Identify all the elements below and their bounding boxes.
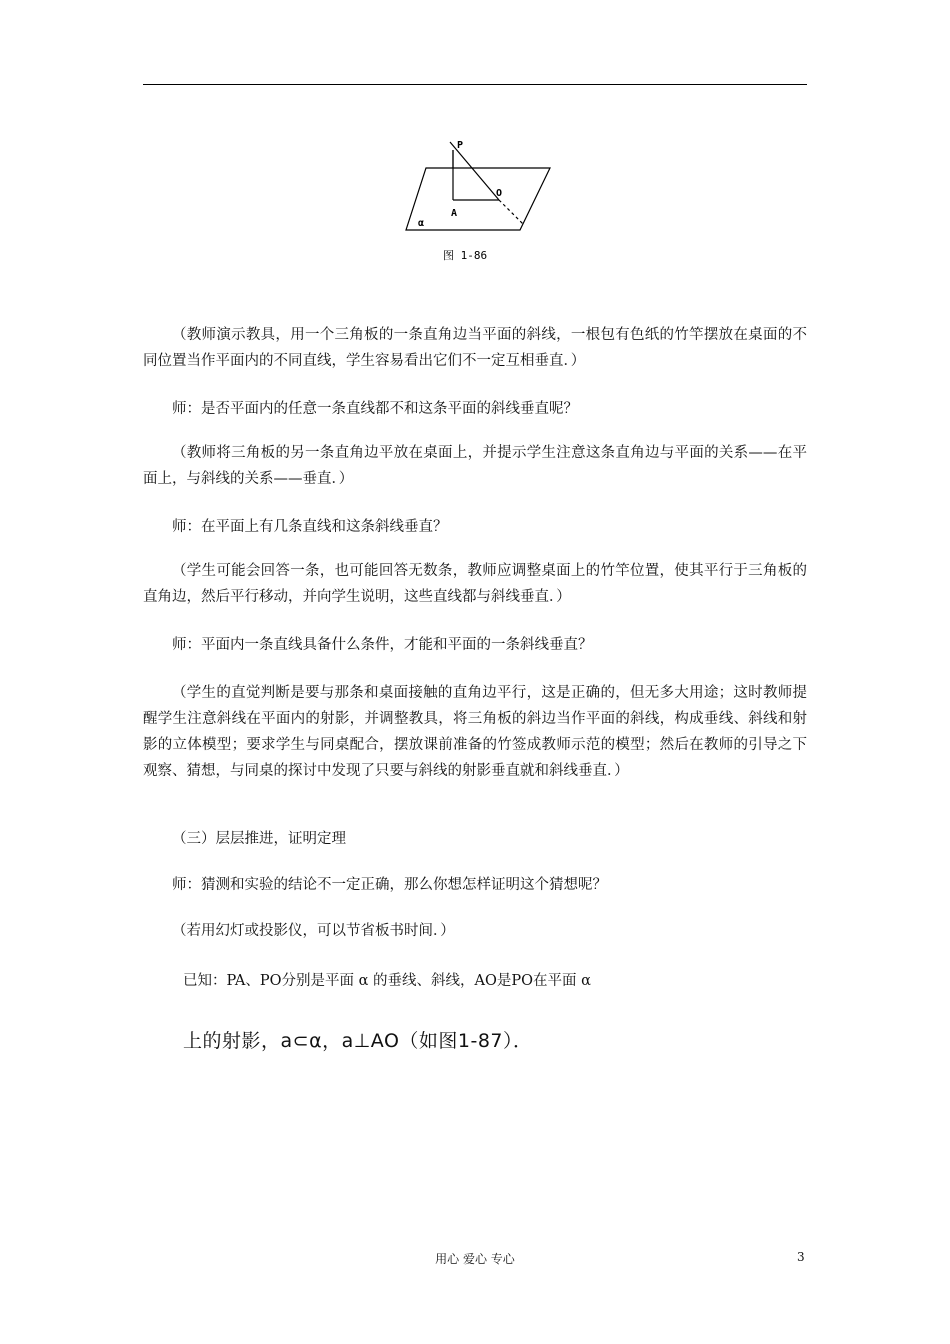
plane-diagram xyxy=(396,128,566,238)
paragraph-5: （学生可能会回答一条，也可能回答无数条，教师应调整桌面上的竹竿位置，使其平行于三角板的直角边，然后平行移动，并向学生说明，这些直线都与斜线垂直．） xyxy=(143,563,807,605)
paragraph-9: （若用幻灯或投影仪，可以节省板书时间．） xyxy=(172,923,455,939)
given-statement-line-1: 已知：PA、PO分别是平面 α 的垂线、斜线，AO是PO在平面 α xyxy=(183,973,591,989)
paragraph-3: （教师将三角板的另一条直角边平放在桌面上，并提示学生注意这条直角边与平面的关系——在平面上，与斜线的关系——垂直．） xyxy=(143,445,807,487)
plane-alpha-shape xyxy=(406,168,550,230)
figure-caption: 图 1-86 xyxy=(443,249,488,262)
label-p: P xyxy=(457,140,464,151)
oblique-line-hidden xyxy=(499,200,524,225)
paragraph-6: 师：平面内一条直线具备什么条件，才能和平面的一条斜线垂直？ xyxy=(172,637,593,653)
paragraph-1: （教师演示教具，用一个三角板的一条直角边当平面的斜线，一根包有色纸的竹竿摆放在桌面的不同位置当作平面内的不同直线，学生容易看出它们不一定互相垂直．） xyxy=(143,327,807,369)
footer-motto: 用心 爱心 专心 xyxy=(435,1252,515,1266)
section-heading: （三）层层推进，证明定理 xyxy=(172,831,346,847)
header-rule xyxy=(143,84,807,85)
paragraph-8: 师：猜测和实验的结论不一定正确，那么你想怎样证明这个猜想呢？ xyxy=(172,877,607,893)
page-number: 3 xyxy=(797,1250,805,1264)
figure-1-86 xyxy=(396,128,566,238)
paragraph-7: （学生的直觉判断是要与那条和桌面接触的直角边平行，这是正确的，但无多大用途；这时教师提醒学生注意斜线在平面内的射影，并调整教具，将三角板的斜边当作平面的斜线，构成垂线、斜线和射影的立体模型；要求学生与同桌配合，摆放课前准备的竹签成教师示范的模型；然后在教师的引导之下观察、猜想，与同桌的探讨中发现了只要与斜线的射影垂直就和斜线垂直．） xyxy=(143,685,807,779)
paragraph-2: 师：是否平面内的任意一条直线都不和这条平面的斜线垂直呢？ xyxy=(172,401,578,417)
label-o: O xyxy=(496,188,503,199)
paragraph-4: 师：在平面上有几条直线和这条斜线垂直？ xyxy=(172,519,448,535)
given-statement-line-2: 上的射影，a⊂α，a⊥AO（如图1-87）． xyxy=(183,1030,533,1052)
label-a: A xyxy=(451,208,458,219)
label-alpha: α xyxy=(418,218,425,229)
